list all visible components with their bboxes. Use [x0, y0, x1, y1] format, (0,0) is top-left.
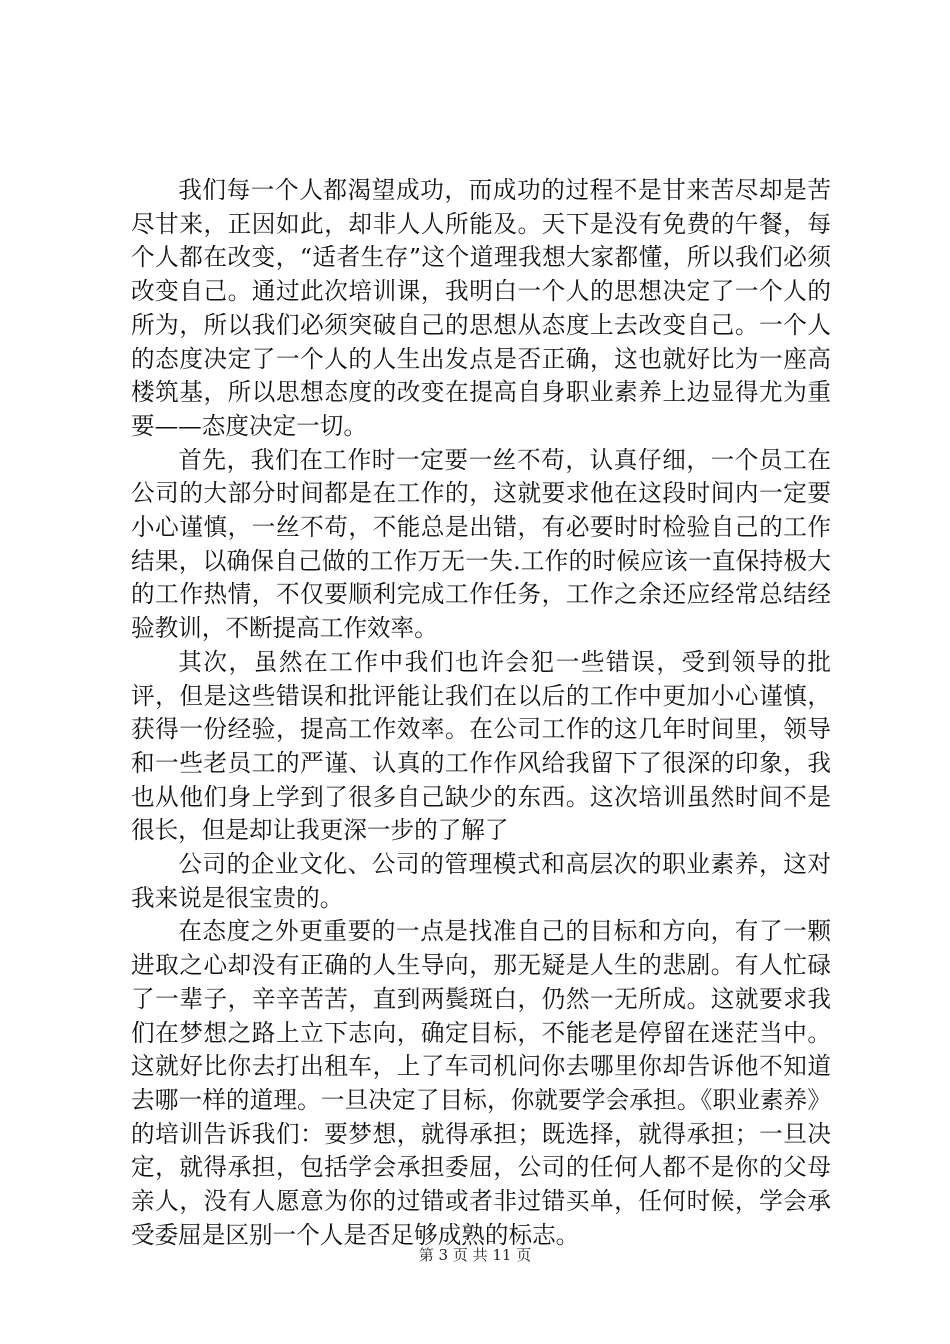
paragraph-3: 其次，虽然在工作中我们也许会犯一些错误，受到领导的批评，但是这些错误和批评能让我们在以后的工作中更加小心谨慎，获得一份经验，提高工作效率。在公司工作的这几年时间里，领导和一些老员工的严谨、认真的工作作风给我留下了很深的印象，我也从他们身上学到了很多自己缺少的东西。这次培训虽然时间不是很长，但是却让我更深一步的了解了	[131, 647, 831, 845]
document-body	[131, 174, 831, 1253]
paragraph-2: 首先，我们在工作时一定要一丝不苟，认真仔细，一个员工在公司的大部分时间都是在工作的，这就要求他在这段时间内一定要小心谨慎，一丝不苟，不能总是出错，有必要时时检验自己的工作结果，以确保自己做的工作万无一失.工作的时候应该一直保持极大的工作热情，不仅要顺利完成工作任务，工作之余还应经常总结经验教训，不断提高工作效率。	[131, 445, 831, 643]
page-number-footer: 第 3 页 共 11 页	[418, 1246, 532, 1264]
paragraph-1: 我们每一个人都渴望成功，而成功的过程不是甘来苦尽却是苦尽甘来，正因如此，却非人人所能及。天下是没有免费的午餐，每个人都在改变，“适者生存”这个道理我想大家都懂，所以我们必须改变自己。通过此次培训课，我明白一个人的思想决定了一个人的所为，所以我们必须突破自己的思想从态度上去改变自己。一个人的态度决定了一个人的人生出发点是否正确，这也就好比为一座高楼筑基，所以思想态度的改变在提高自身职业素养上边显得尤为重要——态度决定一切。	[131, 176, 831, 440]
paragraph-5: 在态度之外更重要的一点是找准自己的目标和方向，有了一颗进取之心却没有正确的人生导向，那无疑是人生的悲剧。有人忙碌了一辈子，辛辛苦苦，直到两鬓斑白，仍然一无所成。这就要求我们在梦想之路上立下志向，确定目标，不能老是停留在迷茫当中。这就好比你去打出租车，上了车司机问你去哪里你却告诉他不知道去哪一样的道理。一旦决定了目标，你就要学会承担。《职业素养》的培训告诉我们：要梦想，就得承担；既选择，就得承担；一旦决定，就得承担，包括学会承担委屈，公司的任何人都不是你的父母亲人，没有人愿意为你的过错或者非过错买单，任何时候，学会承受委屈是区别一个人是否足够成熟的标志。	[131, 917, 831, 1249]
paragraph-4: 公司的企业文化、公司的管理模式和高层次的职业素养，这对我来说是很宝贵的。	[131, 850, 831, 912]
